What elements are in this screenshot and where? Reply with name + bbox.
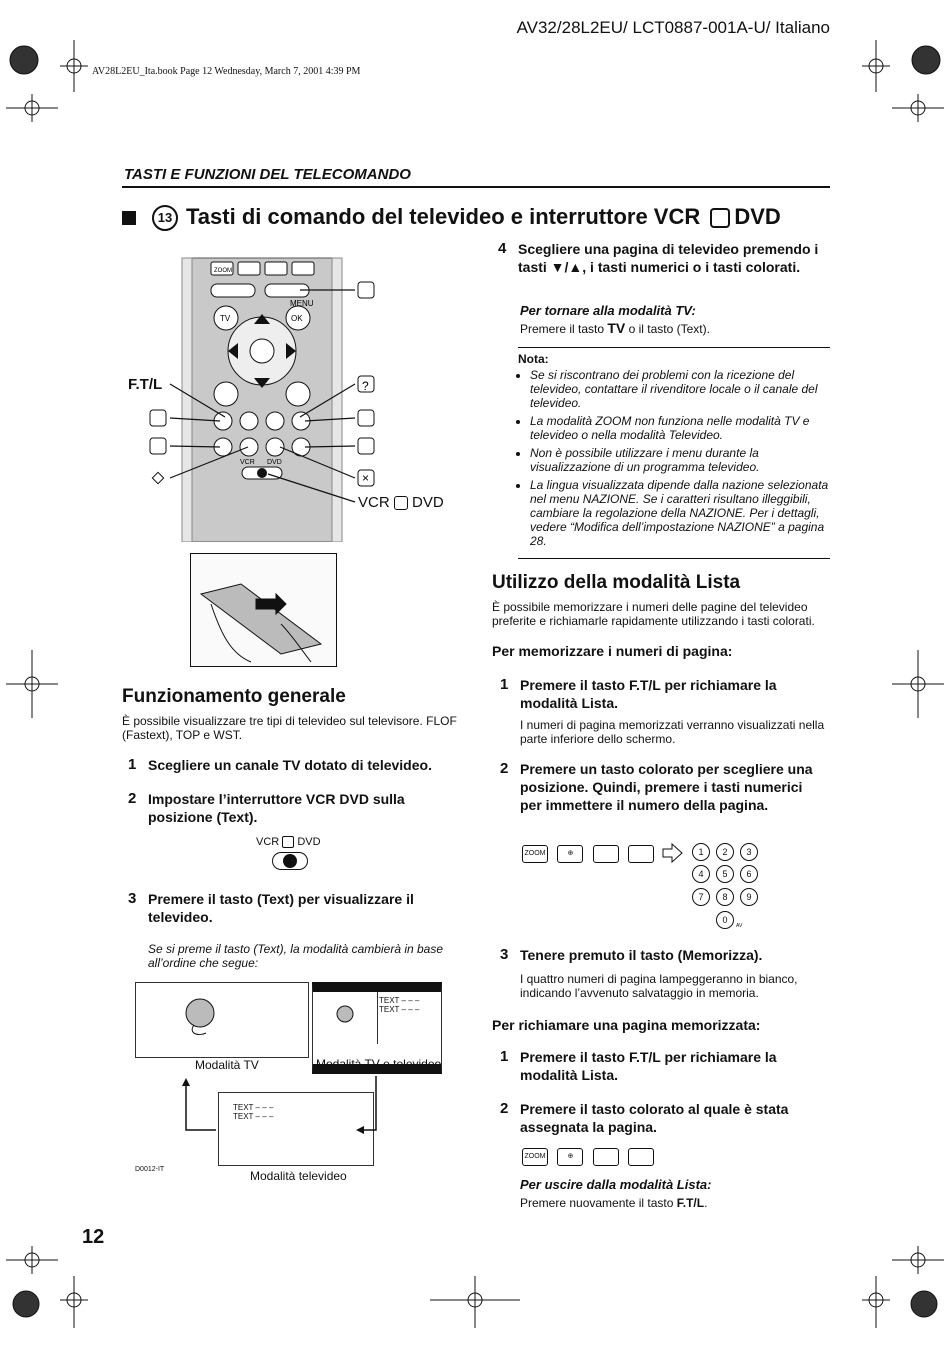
diagram-code: D0012-IT — [135, 1166, 165, 1173]
document-code: AV32/28L2EU/ LCT0887-001A-U/ Italiano — [516, 18, 830, 37]
vcr-dvd-label — [358, 494, 444, 511]
ftl-key-label: F.T/L — [628, 677, 661, 693]
text-line: TEXT – – – — [379, 996, 420, 1005]
store-step-3 — [500, 946, 830, 1000]
exit-text-part: Premere nuovamente il tasto — [520, 1196, 674, 1210]
tv-key-label: TV — [607, 320, 626, 336]
dvd-label: DVD — [412, 494, 444, 511]
caption-tv-mode: Modalità TV — [195, 1058, 259, 1072]
text-line: TEXT – – – — [233, 1103, 274, 1112]
note-box — [518, 347, 830, 559]
switch-vcr-label: VCR — [256, 836, 280, 848]
text-line: TEXT – – – — [379, 1005, 420, 1014]
caption-text-mode: Modalità televideo — [250, 1169, 347, 1183]
svg-text:DVD: DVD — [267, 459, 282, 466]
color-key — [628, 845, 654, 863]
number-key: 9 — [740, 888, 758, 906]
svg-text:VCR: VCR — [240, 459, 255, 466]
exit-title: Per uscire dalla modalità Lista: — [520, 1177, 712, 1192]
recall-step-1 — [500, 1048, 830, 1084]
step-number: 2 — [500, 760, 509, 777]
switch-slider — [272, 852, 308, 870]
store-step-1 — [500, 676, 830, 746]
number-key: 8 — [716, 888, 734, 906]
recall-step-2 — [500, 1100, 830, 1136]
step-1 — [128, 756, 468, 774]
vcr-label: VCR — [358, 494, 390, 511]
page-number: 12 — [82, 1226, 105, 1248]
step-subtext: Se si preme il tasto (Text), la modalità cambierà in base all’ordine che segue: — [148, 942, 444, 970]
return-tv-text — [520, 321, 710, 336]
step-text: Premere il tasto (Text) per visualizzare il televideo. — [148, 891, 414, 925]
ftl-key-label: F.T/L — [628, 1049, 661, 1065]
color-key — [593, 845, 619, 863]
av-label: AV — [736, 923, 743, 929]
square-bullet-icon — [122, 211, 136, 225]
number-key: 4 — [692, 865, 710, 883]
switch-dvd-label: DVD — [297, 836, 321, 848]
svg-text:MENU: MENU — [290, 299, 314, 308]
step-number: 1 — [500, 1048, 509, 1065]
section-tag: TASTI E FUNZIONI DEL TELECOMANDO — [124, 166, 411, 183]
svg-text:TV: TV — [220, 314, 231, 323]
store-step-2 — [500, 760, 825, 814]
return-tv-title: Per tornare alla modalità TV: — [520, 303, 696, 318]
exit-text: Premere nuovamente il tasto F.T/L. — [520, 1196, 708, 1210]
general-intro: È possibile visualizzare tre tipi di televideo sul televisore. FLOF (Fastext), TOP e WST. — [122, 714, 457, 742]
step-number: 2 — [128, 790, 137, 807]
step-text: per richiamare la modalità Lista. — [520, 1049, 777, 1083]
step-text: Premere il tasto colorato al quale è stata assegnata la pagina. — [520, 1101, 789, 1135]
heading-list-mode: Utilizzo della modalità Lista — [492, 572, 741, 593]
svg-text:OK: OK — [291, 314, 303, 323]
caption-tv-text-mode: Modalità TV e televideo — [316, 1057, 442, 1071]
zoom-key: ZOOM — [522, 845, 548, 863]
note-item: • La modalità ZOOM non funziona nelle modalità TV e televideo o nella modalità Televideo. — [530, 414, 830, 442]
step-subtext: I quattro numeri di pagina lampeggeranno in bianco, indicando l’avvenuto salvataggio in memoria. — [520, 972, 798, 1000]
step-text: Tenere premuto il tasto (Memorizza). — [520, 947, 763, 963]
step-text: Premere il tasto — [520, 677, 626, 693]
number-key: 5 — [716, 865, 734, 883]
note-item: • La lingua visualizzata dipende dalla nazione selezionata nel menu NAZIONE. Se i caratteri risultano illeggibili, cambiare la regolazione della NAZIONE. Per i dettagli, vedere “Modifica dell’impostazione NAZIONE” a pagina 28. — [530, 478, 830, 548]
page-title — [122, 204, 781, 231]
step-number: 1 — [500, 676, 509, 693]
color-keys-row — [522, 1148, 659, 1166]
number-key: 6 — [740, 865, 758, 883]
remote-illustration — [128, 252, 490, 542]
mode-arrows — [180, 1070, 390, 1140]
return-text-part: Premere il tasto — [520, 322, 605, 336]
text-icon — [710, 208, 730, 228]
step-text: per richiamare la modalità Lista. — [520, 677, 777, 711]
text-icon — [282, 836, 294, 848]
tv-mode-screen — [135, 982, 309, 1058]
number-key: 2 — [716, 843, 734, 861]
number-key: 0 — [716, 911, 734, 929]
remote-zoom-label: ZOOM — [214, 268, 232, 274]
step-text: Premere il tasto — [520, 1049, 626, 1065]
vcr-dvd-switch — [256, 836, 336, 872]
book-info-line: AV28L2EU_Ita.book Page 12 Wednesday, March 7, 2001 4:39 PM — [92, 66, 361, 77]
circled-number: 13 — [152, 205, 178, 231]
text-line: TEXT – – – — [233, 1112, 274, 1121]
subpage-key-icon: ⊕ — [557, 1148, 583, 1166]
step-text: Premere un tasto colorato per scegliere una posizione. Quindi, premere i tasti numerici per immettere il numero della pagina. — [520, 761, 813, 813]
step-2 — [128, 790, 458, 826]
color-keys-row — [522, 845, 659, 863]
section-rule — [122, 186, 830, 188]
ftl-key-label: F.T/L — [676, 1196, 705, 1210]
return-text-part: o il tasto (Text). — [628, 322, 710, 336]
color-key — [593, 1148, 619, 1166]
hollow-arrow-icon — [662, 843, 684, 863]
remote-insertion-illustration — [190, 553, 337, 667]
step-number: 3 — [500, 946, 509, 963]
heading-general: Funzionamento generale — [122, 686, 346, 707]
title-text: Tasti di comando del televideo e interruttore VCR — [186, 204, 701, 229]
step-number: 2 — [500, 1100, 509, 1117]
title-suffix: DVD — [734, 204, 781, 229]
number-key: 7 — [692, 888, 710, 906]
recall-title: Per richiamare una pagina memorizzata: — [492, 1017, 761, 1033]
svg-text:?: ? — [362, 379, 369, 393]
text-icon — [394, 496, 408, 510]
store-title: Per memorizzare i numeri di pagina: — [492, 643, 733, 659]
ftl-label: F.T/L — [128, 376, 163, 393]
number-keypad — [692, 843, 772, 933]
list-intro: È possibile memorizzare i numeri delle pagine del televideo preferite e richiamarle rapidamente utilizzando i tasti colorati. — [492, 600, 815, 628]
zoom-key: ZOOM — [522, 1148, 548, 1166]
color-key — [628, 1148, 654, 1166]
step-text: Impostare l’interruttore VCR DVD sulla posizione (Text). — [148, 791, 405, 825]
note-title: Nota: — [518, 352, 549, 366]
number-key: 3 — [740, 843, 758, 861]
step-subtext: I numeri di pagina memorizzati verranno visualizzati nella parte inferiore dello schermo. — [520, 718, 825, 746]
step-text: Scegliere un canale TV dotato di televideo. — [148, 757, 432, 773]
svg-text:×: × — [362, 471, 370, 485]
subpage-key-icon: ⊕ — [557, 845, 583, 863]
step-3 — [128, 890, 460, 970]
note-item: • Se si riscontrano dei problemi con la ricezione del televideo, contattare il rivenditore locale o il canale del televideo. — [530, 368, 830, 410]
step-number: 4 — [498, 240, 507, 257]
note-list — [518, 368, 830, 548]
note-item: • Non è possibile utilizzare i menu durante la visualizzazione di un programma televideo. — [530, 446, 830, 474]
step-text: Scegliere una pagina di televideo premendo i tasti ▼/▲, i tasti numerici o i tasti colorati. — [518, 241, 819, 275]
step-number: 1 — [128, 756, 137, 773]
number-key: 1 — [692, 843, 710, 861]
step-number: 3 — [128, 890, 137, 907]
step-4 — [498, 240, 830, 276]
